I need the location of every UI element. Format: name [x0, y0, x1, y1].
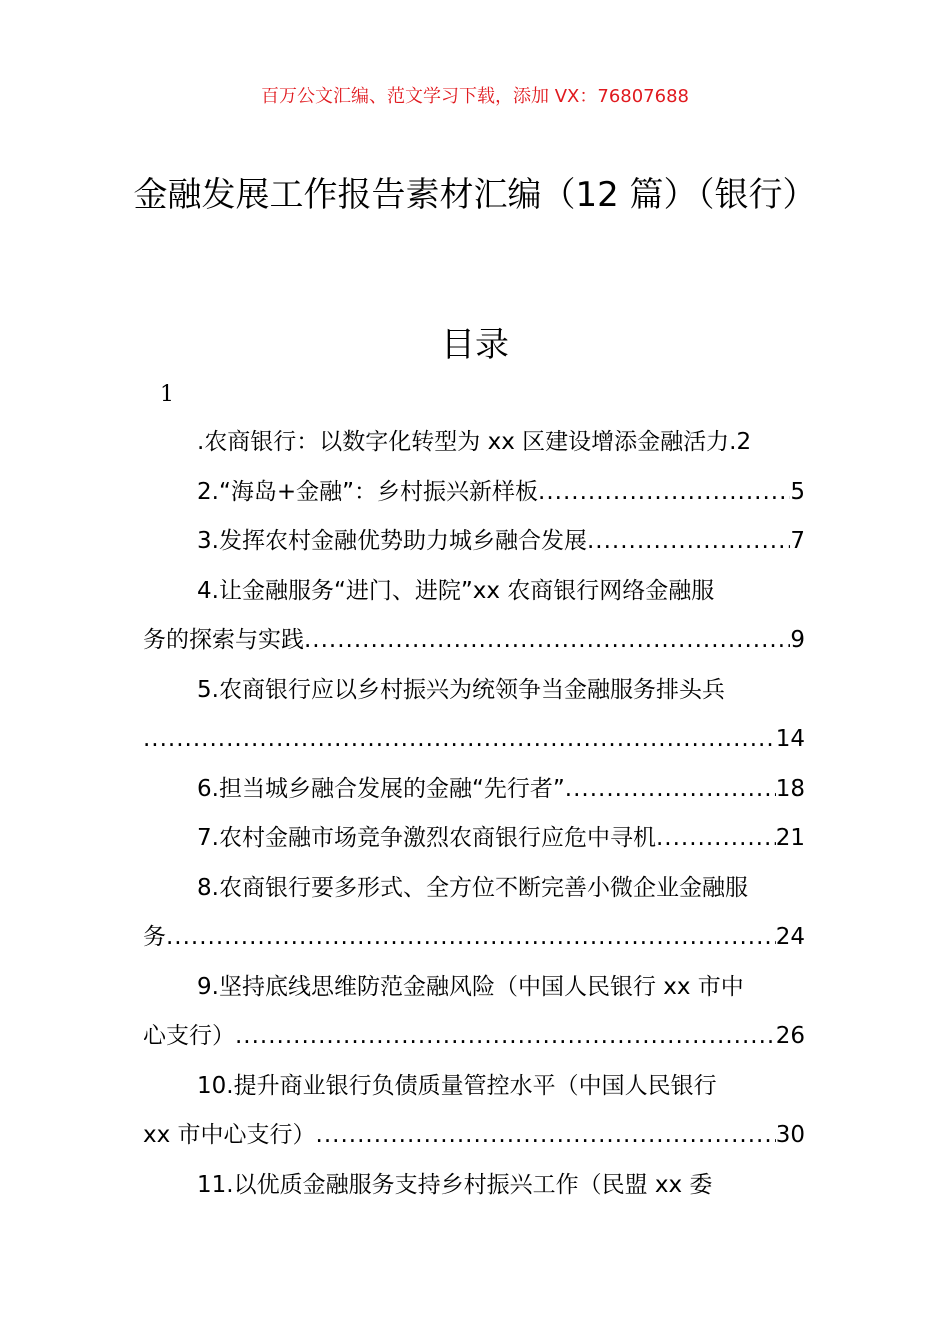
toc-entry[interactable] [143, 517, 805, 567]
document-title: 金融发展工作报告素材汇编（12 篇）（银行） [133, 175, 817, 215]
toc-entry-line [143, 1012, 805, 1062]
toc-entry-text: .农商银行：以数字化转型为 xx 区建设增添金融活力 [197, 429, 730, 455]
toc-entry-line [143, 567, 805, 617]
toc-entry[interactable] [143, 666, 805, 765]
toc-page-number: 7 [790, 528, 805, 554]
toc-page-number: 26 [775, 1023, 805, 1049]
toc-entry-text: 务 [143, 924, 166, 950]
toc-entry-text: 4.让金融服务“进门、进院”xx 农商银行网络金融服 [197, 577, 715, 604]
toc-entry-line [143, 1062, 805, 1112]
toc-page-number: 24 [775, 924, 805, 950]
toc-heading: 目录 [441, 325, 509, 365]
toc-entry-text: 11.以优质金融服务支持乡村振兴工作（民盟 xx 委 [197, 1171, 713, 1198]
toc-entry-line [143, 616, 805, 666]
toc-entry-text: 9.坚持底线思维防范金融风险（中国人民银行 xx 市中 [197, 973, 744, 1000]
toc-entry-line [143, 517, 805, 567]
toc-section-number: 1 [160, 382, 174, 407]
header-banner: 百万公文汇编、范文学习下载，添加 VX：76807688 [261, 86, 689, 107]
toc-entry[interactable] [143, 864, 805, 963]
toc-page-number: 18 [775, 775, 805, 802]
toc-dot-leader [656, 814, 776, 864]
toc-page-number: 9 [790, 627, 805, 653]
toc-entry-text: 6.担当城乡融合发展的金融“先行者” [197, 775, 565, 802]
toc-dot-leader [587, 517, 790, 567]
toc-entry-line [143, 963, 805, 1013]
toc-dot-leader [166, 913, 776, 963]
toc-entry-text: 8.农商银行要多形式、全方位不断完善小微企业金融服 [197, 874, 748, 901]
toc-entry-text: 2.“海岛+金融”：乡村振兴新样板 [197, 478, 539, 505]
toc-dot-leader: . [729, 429, 737, 455]
toc-entry-text: 务的探索与实践 [143, 627, 304, 653]
toc-entry-line [143, 468, 805, 518]
toc-entry-line [143, 666, 805, 716]
toc-entry-text: 7.农村金融市场竞争激烈农商银行应危中寻机 [197, 825, 656, 851]
toc-entry[interactable] [143, 567, 805, 666]
toc-page-number: 5 [790, 478, 805, 505]
toc-entry-line [143, 765, 805, 815]
toc-dot-leader [538, 468, 790, 518]
toc-page-number: 2 [736, 429, 752, 455]
toc-entry-line [143, 864, 805, 914]
toc-entry[interactable] [143, 765, 805, 815]
toc-entry-line [143, 715, 805, 765]
toc-page-number: 14 [775, 726, 805, 752]
toc-entry-text: 10.提升商业银行负债质量管控水平（中国人民银行 [197, 1072, 717, 1099]
toc-entry-line [143, 418, 805, 468]
toc-entry[interactable] [143, 468, 805, 518]
toc-dot-leader [316, 1111, 776, 1161]
toc-dot-leader [235, 1012, 776, 1062]
toc-entry-line [143, 814, 805, 864]
toc-dot-leader [143, 715, 776, 765]
toc-dot-leader [565, 765, 776, 815]
toc-entry-line [143, 1111, 805, 1161]
toc-dot-leader [304, 616, 790, 666]
toc-entry[interactable] [143, 1062, 805, 1161]
toc-entry-text: xx 市中心支行） [143, 1122, 316, 1148]
toc-entry[interactable] [143, 814, 805, 864]
toc-page-number: 30 [775, 1122, 805, 1148]
toc-entry[interactable] [143, 418, 805, 468]
toc-entry-line [143, 913, 805, 963]
toc-entry-text: 3.发挥农村金融优势助力城乡融合发展 [197, 528, 587, 554]
table-of-contents [143, 418, 805, 1210]
toc-entry[interactable] [143, 963, 805, 1062]
toc-page-number: 21 [775, 825, 805, 851]
toc-entry-text: 5.农商银行应以乡村振兴为统领争当金融服务排头兵 [197, 676, 725, 703]
toc-entry[interactable] [143, 1161, 805, 1211]
toc-entry-text: 心支行） [143, 1023, 235, 1049]
toc-entry-line [143, 1161, 805, 1211]
